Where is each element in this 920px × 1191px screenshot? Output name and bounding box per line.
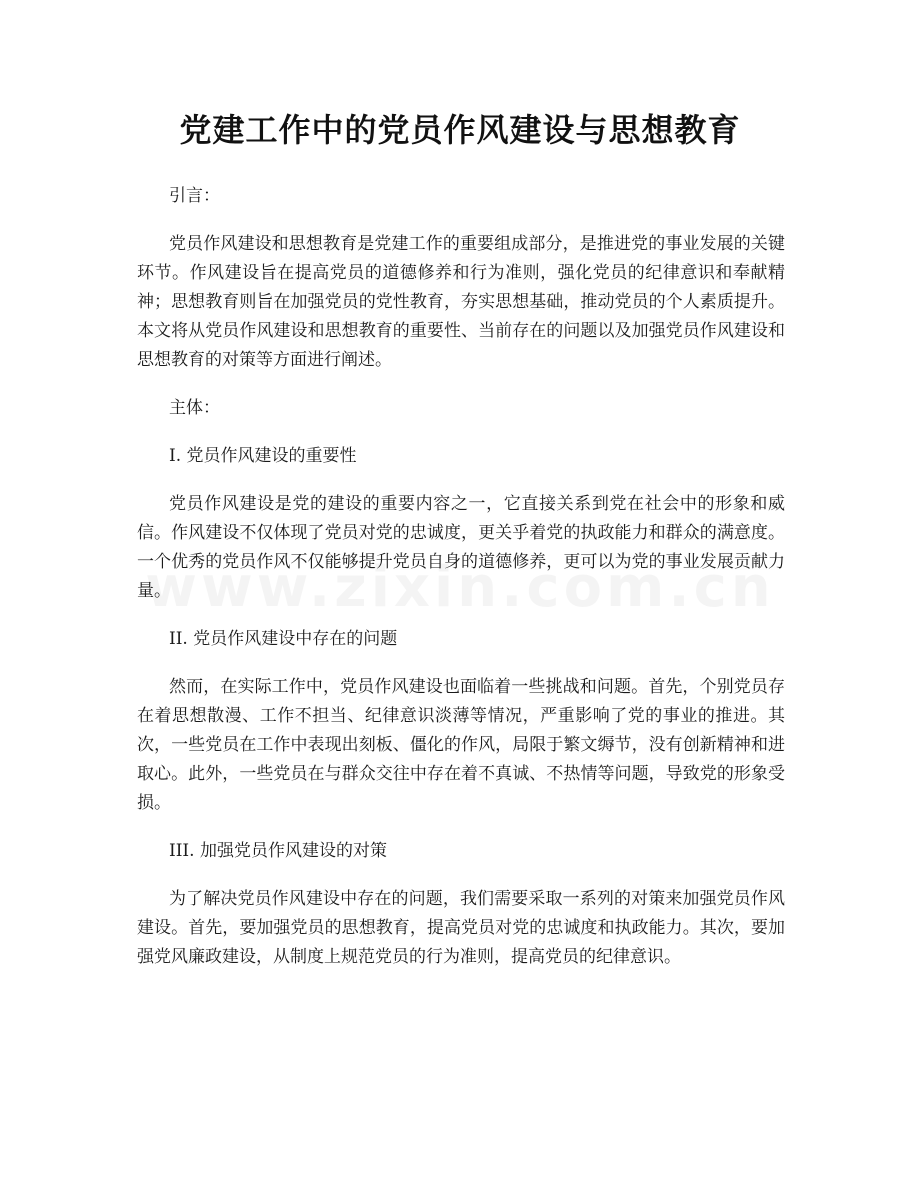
section-heading-1: I. 党员作风建设的重要性 — [169, 446, 357, 466]
section-heading-2: II. 党员作风建设中存在的问题 — [169, 629, 398, 649]
section-paragraph-3: 为了解决党员作风建设中存在的问题，我们需要采取一系列的对策来加强党员作风建设。首先，要加强党员的思想教育，提高党员对党的忠诚度和执政能力。其次，要加强党风廉政建设，从制度上规范党员的行为准则，提高党员的纪律意识。 — [137, 889, 785, 967]
intro-label: 引言： — [169, 186, 220, 206]
intro-paragraph: 党员作风建设和思想教育是党建工作的重要组成部分，是推进党的事业发展的关键环节。作风建设旨在提高党员的道德修养和行为准则，强化党员的纪律意识和奉献精神；思想教育则旨在加强党员的党性教育，夯实思想基础，推动党员的个人素质提升。本文将从党员作风建设和思想教育的重要性、当前存在的问题以及加强党员作风建设和思想教育的对策等方面进行阐述。 — [137, 234, 785, 370]
section-paragraph-1: 党员作风建设是党的建设的重要内容之一，它直接关系到党在社会中的形象和威信。作风建设不仅体现了党员对党的忠诚度，更关乎着党的执政能力和群众的满意度。一个优秀的党员作风不仅能够提升党员自身的道德修养，更可以为党的事业发展贡献力量。 — [137, 494, 785, 601]
main-body-label: 主体： — [169, 398, 220, 418]
section-heading-3: III. 加强党员作风建设的对策 — [169, 841, 387, 861]
section-paragraph-2: 然而，在实际工作中，党员作风建设也面临着一些挑战和问题。首先，个别党员存在着思想散漫、工作不担当、纪律意识淡薄等情况，严重影响了党的事业的推进。其次，一些党员在工作中表现出刻板、僵化的作风，局限于繁文缛节，没有创新精神和进取心。此外，一些党员在与群众交往中存在着不真诚、不热情等问题，导致党的形象受损。 — [137, 677, 785, 813]
document-title: 党建工作中的党员作风建设与思想教育 — [179, 111, 741, 149]
document-body — [137, 182, 785, 991]
